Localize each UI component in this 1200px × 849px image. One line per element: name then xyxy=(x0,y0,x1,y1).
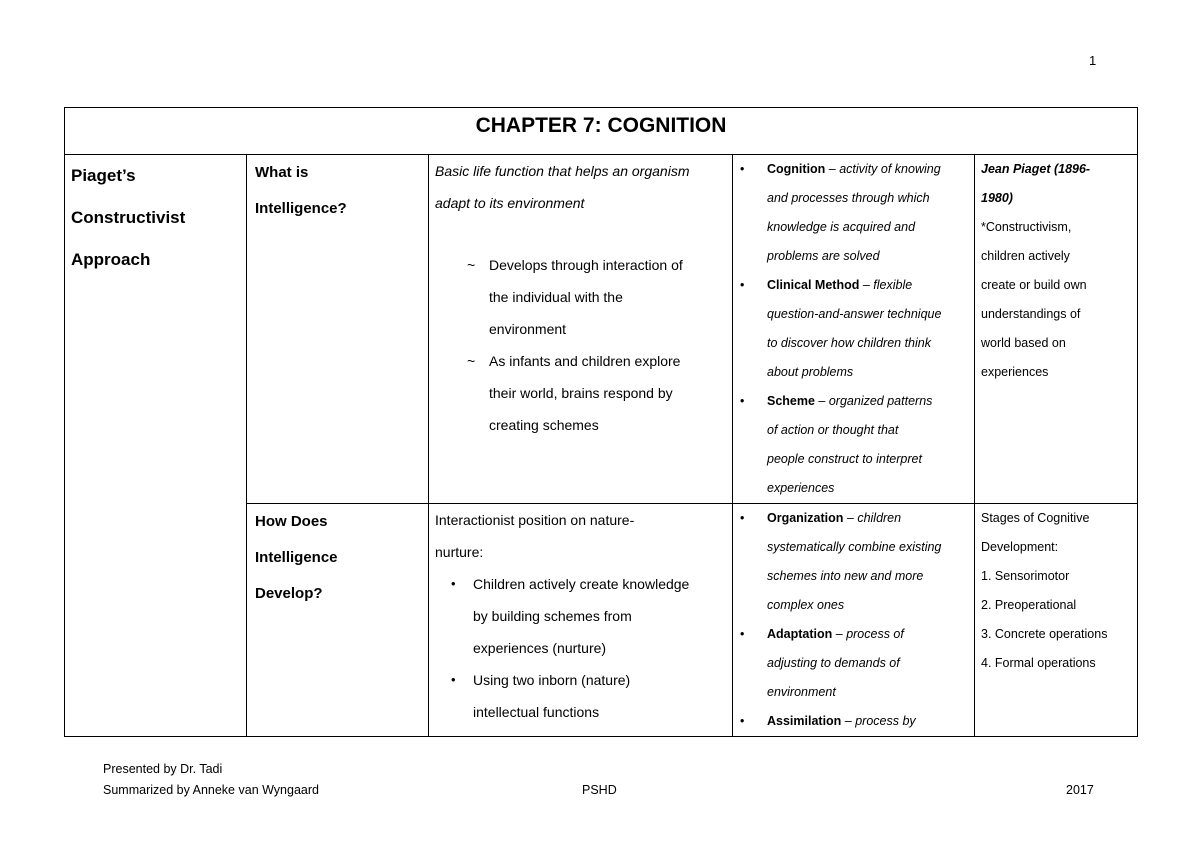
footer-presented-by: Presented by Dr. Tadi xyxy=(103,762,223,776)
chapter-title: CHAPTER 7: COGNITION xyxy=(475,114,727,137)
question-line: How Does xyxy=(255,513,328,530)
topic-cell xyxy=(65,155,247,737)
note-line: Stages of Cognitive xyxy=(981,511,1090,525)
note-line: 3. Concrete operations xyxy=(981,627,1108,641)
topic-line: Approach xyxy=(71,250,151,269)
term-item: • Organization – children systematically combine existing schemes into new and more complex ones xyxy=(737,504,970,620)
term-item: • Adaptation – process of adjusting to demands of environment xyxy=(737,620,970,707)
terms-list xyxy=(737,504,970,736)
question-line: Intelligence xyxy=(255,549,338,566)
term-item: • Scheme – organized patterns of action or thought that people construct to interpret experiences xyxy=(737,387,970,503)
note-line: 1. Sensorimotor xyxy=(981,569,1070,583)
question-cell-develop xyxy=(247,504,429,737)
question-line: Intelligence? xyxy=(255,200,347,217)
question-line: Develop? xyxy=(255,585,323,602)
page-number: 1 xyxy=(1089,53,1097,68)
note-line: understandings of xyxy=(981,307,1081,321)
footer-year: 2017 xyxy=(1066,783,1094,797)
footer-course: PSHD xyxy=(582,783,617,797)
note-title: 1980) xyxy=(981,191,1013,205)
bullet-icon: • xyxy=(451,672,456,687)
term-item: • Cognition – activity of knowing and processes through which knowledge is acquired and problems are solved xyxy=(737,155,970,271)
list-item: ~ As infants and children explore their world, brains respond by creating schemes xyxy=(435,345,726,441)
bullet-icon: • xyxy=(740,627,745,641)
note-line: 2. Preoperational xyxy=(981,598,1077,612)
terms-cell-intelligence xyxy=(733,155,975,504)
terms-cell-develop xyxy=(733,504,975,737)
note-line: Development: xyxy=(981,540,1059,554)
description-cell-develop xyxy=(429,504,733,737)
tilde-bullet-icon: ~ xyxy=(467,353,476,369)
note-line: 4. Formal operations xyxy=(981,656,1096,670)
bullet-icon: • xyxy=(740,511,745,525)
dot-list xyxy=(435,568,726,728)
list-item: • Children actively create knowledge by building schemes from experiences (nurture) xyxy=(435,568,726,664)
cognition-table xyxy=(64,107,1138,737)
notes-cell-stages xyxy=(975,504,1138,737)
topic-line: Constructivist xyxy=(71,208,186,227)
footer-summarized-by: Summarized by Anneke van Wyngaard xyxy=(103,783,319,797)
note-line: create or build own xyxy=(981,278,1087,292)
note-line: experiences xyxy=(981,365,1049,379)
description-cell-intelligence xyxy=(429,155,733,504)
list-item: ~ Develops through interaction of the individual with the environment xyxy=(435,249,726,345)
tilde-list xyxy=(435,249,726,441)
notes-cell-piaget xyxy=(975,155,1138,504)
description-lead: nurture: xyxy=(435,544,484,560)
bullet-icon: • xyxy=(740,162,745,176)
description-lead: Interactionist position on nature- xyxy=(435,512,635,528)
note-line: *Constructivism, xyxy=(981,220,1072,234)
bullet-icon: • xyxy=(740,394,745,408)
title-cell xyxy=(65,108,1138,155)
term-item: • Clinical Method – flexible question-and-answer technique to discover how children think about problems xyxy=(737,271,970,387)
term-item: • Assimilation – process by xyxy=(737,707,970,736)
question-cell-intelligence xyxy=(247,155,429,504)
description-lead: adapt to its environment xyxy=(435,195,585,211)
terms-list xyxy=(737,155,970,503)
question-line: What is xyxy=(255,164,309,181)
note-line: world based on xyxy=(981,336,1066,350)
list-item: • Using two inborn (nature) intellectual functions xyxy=(435,664,726,728)
topic-line: Piaget’s xyxy=(71,166,136,185)
note-line: children actively xyxy=(981,249,1070,263)
bullet-icon: • xyxy=(451,576,456,591)
bullet-icon: • xyxy=(740,278,745,292)
description-lead: Basic life function that helps an organism xyxy=(435,163,690,179)
note-title: Jean Piaget (1896- xyxy=(981,162,1091,176)
bullet-icon: • xyxy=(740,714,745,728)
tilde-bullet-icon: ~ xyxy=(467,257,476,273)
